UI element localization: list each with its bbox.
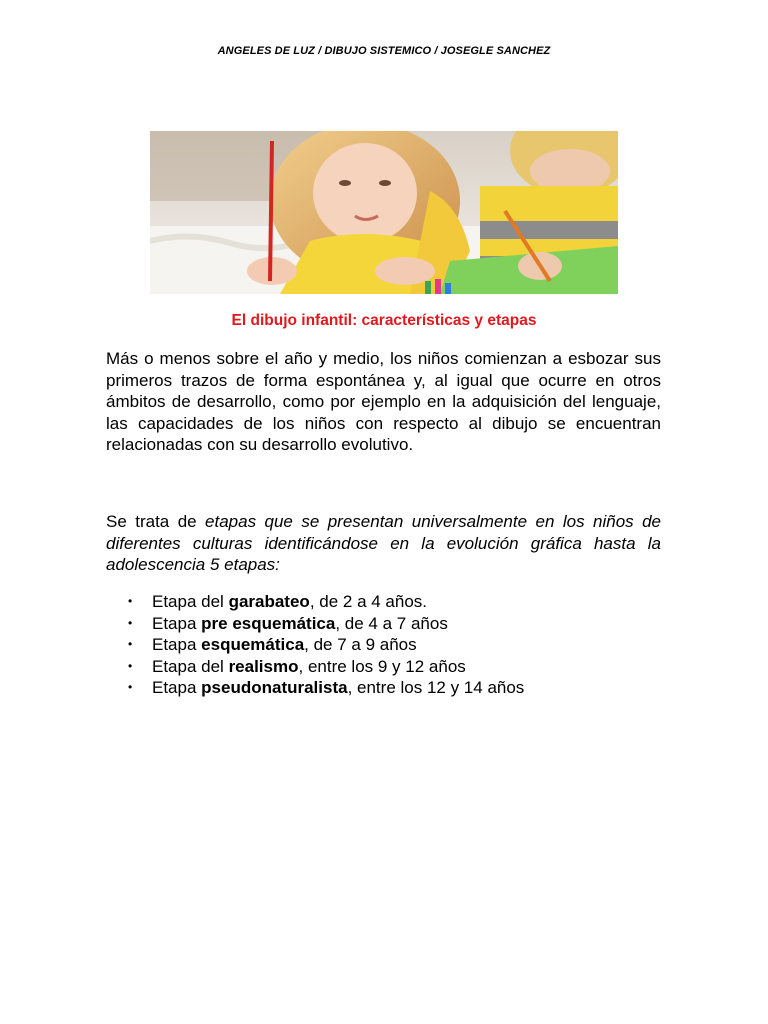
list-item: • Etapa del garabateo, de 2 a 4 años. [128,592,428,611]
stage-name: realismo [228,656,299,676]
list-item: • Etapa del realismo, entre los 9 y 12 años [128,656,466,676]
bullet-icon: • [128,637,133,651]
document-header: ANGELES DE LUZ / DIBUJO SISTEMICO / JOSEGLE SANCHEZ [217,45,551,57]
intro-paragraph: Más o menos sobre el año y medio, los niños comienzan a esbozar sus primeros trazos de forma espontánea y, al igual que ocurre en otros ámbitos de desarrollo, como por ejemplo en la adquisición del lenguaje, las capacidades de los niños con respecto al dibujo se encuentran relacionadas con su desarrollo evolutivo. [106,349,661,454]
stages-list [106,591,661,699]
stages-intro-paragraph [106,511,661,576]
list-item: • Etapa pseudonaturalista, entre los 12 y 14 años [128,678,525,697]
bullet-icon: • [128,680,133,694]
bullet-icon: • [128,615,133,630]
bullet-icon: • [128,658,133,673]
stage-name: garabateo [228,592,310,611]
bullet-icon: • [128,594,133,608]
stages-intro-emphasis: etapas que se presentan universalmente en los niños de diferentes culturas identificándose en la evolución gráfica hasta la adolescencia 5 etapas: [106,512,662,574]
list-item: • Etapa esquemática, de 7 a 9 años [128,635,417,654]
stage-name: pre esquemática [201,613,336,633]
stage-name: esquemática [201,635,305,654]
document-title: El dibujo infantil: características y etapas [231,312,537,329]
children-drawing-photo [150,131,618,294]
list-item: • Etapa pre esquemática, de 4 a 7 años [128,613,448,633]
stages-intro-lead: Se trata de [106,512,206,531]
stage-name: pseudonaturalista [201,678,348,697]
